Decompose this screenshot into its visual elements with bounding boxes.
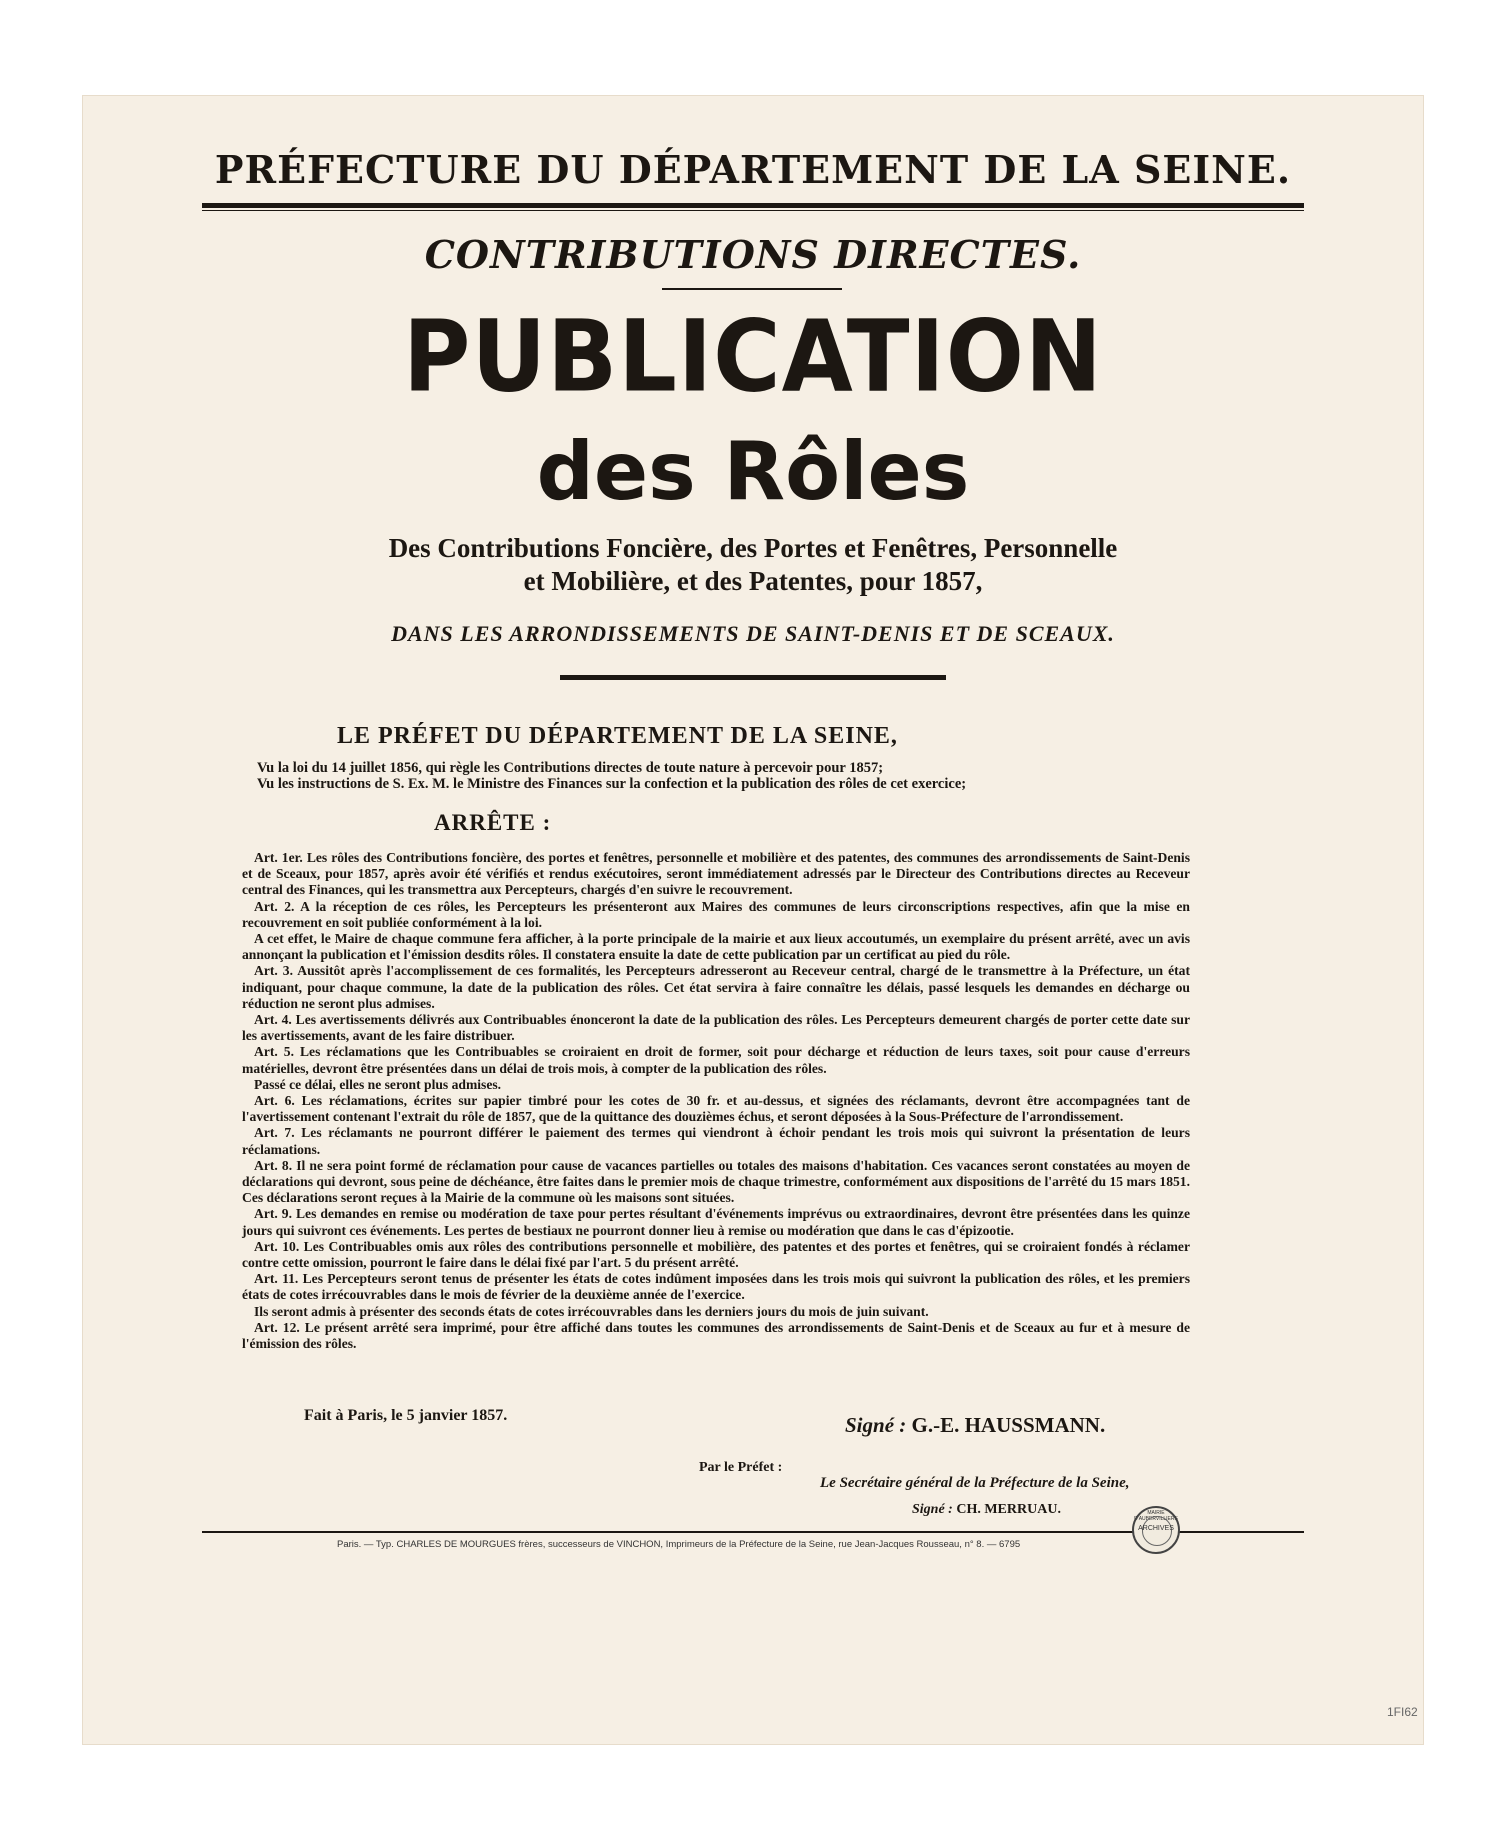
stamp-center-text: ARCHIVES [1138,1525,1174,1532]
article-paragraph: Art. 2. A la réception de ces rôles, les Percepteurs les présenteront aux Maires des communes de leurs circonscriptions respectives, afin que la mise en recouvrement en soit publiée conformément à la loi. [242,898,1190,930]
article-paragraph: Art. 9. Les demandes en remise ou modération de taxe pour pertes résultant d'événements imprévus ou extraordinaires, devront être présentées dans les quinze jours qui suivront ces événements. Les pertes de bestiaux ne pourront donner lieu à remise ou modération que dans le cas d'épizootie. [242,1206,1190,1238]
article-paragraph: Art. 1er. Les rôles des Contributions foncière, des portes et fenêtres, personnelle et mobilière et des patentes, des communes des arrondissements de Saint-Denis et de Sceaux, pour 1857, après avoir été vérifiés et rendus exécutoires, seront immédiatement adressés par le Directeur des Contributions directes au Receveur central des Finances, qui les transmettra aux Percepteurs, chargés d'en suivre le recouvrement. [242,850,1190,898]
secretaire-line: Le Secrétaire général de la Préfecture de la Seine, [820,1475,1130,1491]
article-paragraph: Art. 10. Les Contribuables omis aux rôles des contributions personnelle et mobilière, des patentes et des portes et fenêtres, qui se croiraient fondés à réclamer contre cette omission, pourront le faire dans le délai fixé par l'art. 5 du présent arrêté. [242,1238,1190,1271]
bleed-through-decoration [342,1345,374,1452]
date-line: Fait à Paris, le 5 janvier 1857. [304,1407,508,1424]
article-paragraph: Art. 5. Les réclamations que les Contribuables se croiraient en droit de former, soit pour décharge et réduction de leurs taxes, soit pour cause d'erreurs matérielles, devront être présentées dans un délai de trois mois, à compter de la publication des rôles. [242,1044,1190,1076]
publication-title: PUBLICATION [403,298,1103,415]
article-paragraph: Passé ce délai, elles ne seront plus admises. [254,1076,502,1092]
signe-label: Signé : [845,1413,907,1437]
vu-line-2: Vu les instructions de S. Ex. M. le Ministre des Finances sur la confection et la publication des rôles de cet exercice; [257,776,967,792]
signe2-label: Signé : [912,1502,953,1517]
prefecture-heading: PRÉFECTURE DU DÉPARTEMENT DE LA SEINE. [214,147,1292,192]
subtitle-line-1: Des Contributions Foncière, des Portes et Fenêtres, Personnelle [388,533,1118,563]
signature-haussmann [845,1413,1105,1438]
signe-name: G.-E. HAUSSMANN. [911,1413,1106,1437]
subtitle [82,532,1424,598]
header-rule-thin [202,210,1304,211]
signature-merruau [912,1502,1061,1518]
poster-sheet [82,95,1424,1745]
des-roles-title: des Rôles [536,425,970,518]
call-number: 1FI62 [1387,1705,1418,1719]
article-paragraph: Art. 3. Aussitôt après l'accomplissement de ces formalités, les Percepteurs adresseront au Receveur central, chargé de le transmettre à la Préfecture, un état indiquant, pour chaque commune, la date de la publication des rôles. Cet état servira à faire connaître les délais, passé lesquels les demandes en décharge ou réduction ne seront plus admises. [242,963,1190,1011]
article-paragraph: Art. 8. Il ne sera point formé de réclamation pour cause de vacances partielles ou totales des maisons d'habitation. Ces vacances seront constatées au moyen de déclarations qui devront, sous peine de déchéance, être faites dans le premier mois de chaque trimestre, conformément aux dispositions de l'arrêté du 15 mars 1851. Ces déclarations seront reçues à la Mairie de la commune où les maisons sont situées. [242,1157,1190,1206]
par-le-prefet: Par le Préfet : [699,1460,783,1475]
stamp-ring-text: MAIRIE D'AUBERVILLIERS [1134,1510,1178,1522]
archives-stamp-icon [1132,1506,1180,1554]
arrete-heading: ARRÊTE : [434,810,552,835]
prefet-heading: LE PRÉFET DU DÉPARTEMENT DE LA SEINE, [337,723,898,749]
article-paragraph: Ils seront admis à présenter des seconds états de cotes irrécouvrables dans les derniers jours du mois de juin suivant. [254,1303,929,1319]
article-paragraph: Art. 7. Les réclamants ne pourront différer le paiement des termes qui viendront à échoir pendant les trois mois qui suivront la présentation de leurs réclamations. [242,1125,1190,1157]
article-paragraph: A cet effet, le Maire de chaque commune fera afficher, à la porte principale de la mairie et aux lieux accoutumés, un exemplaire du présent arrêté, avec un avis annonçant la publication et l'émission desdits rôles. Il constatera ensuite la date de cette publication par un certificat au pied du rôle. [242,931,1190,963]
arrondissements-line: DANS LES ARRONDISSEMENTS DE SAINT-DENIS ET DE SCEAUX. [391,621,1115,646]
middle-divider [560,675,946,680]
printer-imprint: Paris. — Typ. CHARLES DE MOURGUES frères, successeurs de VINCHON, Imprimeurs de la Préfecture de la Seine, rue Jean-Jacques Rousseau, n° 8. — 6795 [337,1539,1021,1550]
article-paragraph: Art. 12. Le présent arrêté sera imprimé, pour être affiché dans toutes les communes des arrondissements de Saint-Denis et de Sceaux au fur et à mesure de l'émission des rôles. [242,1319,1190,1352]
article-paragraph: Art. 6. Les réclamations, écrites sur papier timbré pour les cotes de 30 fr. et au-dessus, et signées des réclamants, devront être accompagnées tant de l'avertissement contenant l'extrait du rôle de 1857, que de la quittance des douzièmes échus, et seront déposées à la Sous-Préfecture de l'arrondissement. [242,1093,1190,1125]
contributions-heading: CONTRIBUTIONS DIRECTES. [424,232,1082,277]
header-rule [202,203,1304,208]
subtitle-line-2: et Mobilière, et des Patentes, pour 1857, [523,566,983,596]
vu-line-1: Vu la loi du 14 juillet 1856, qui règle les Contributions directes de toute nature à percevoir pour 1857; [257,760,884,776]
articles-body [242,850,1190,1352]
article-paragraph: Art. 4. Les avertissements délivrés aux Contribuables énonceront la date de la publication des rôles. Les Percepteurs demeurent chargés de porter cette date sur les avertissements, avant de les faire distribuer. [242,1012,1190,1044]
signe2-name: CH. MERRUAU. [956,1502,1061,1517]
article-paragraph: Art. 11. Les Percepteurs seront tenus de présenter les états de cotes indûment imposées dans les trois mois qui suivront la publication des rôles, et les premiers états de cotes irrécouvrables dans le mois de février de la deuxième année de l'exercice. [242,1271,1190,1303]
short-divider [662,288,842,290]
